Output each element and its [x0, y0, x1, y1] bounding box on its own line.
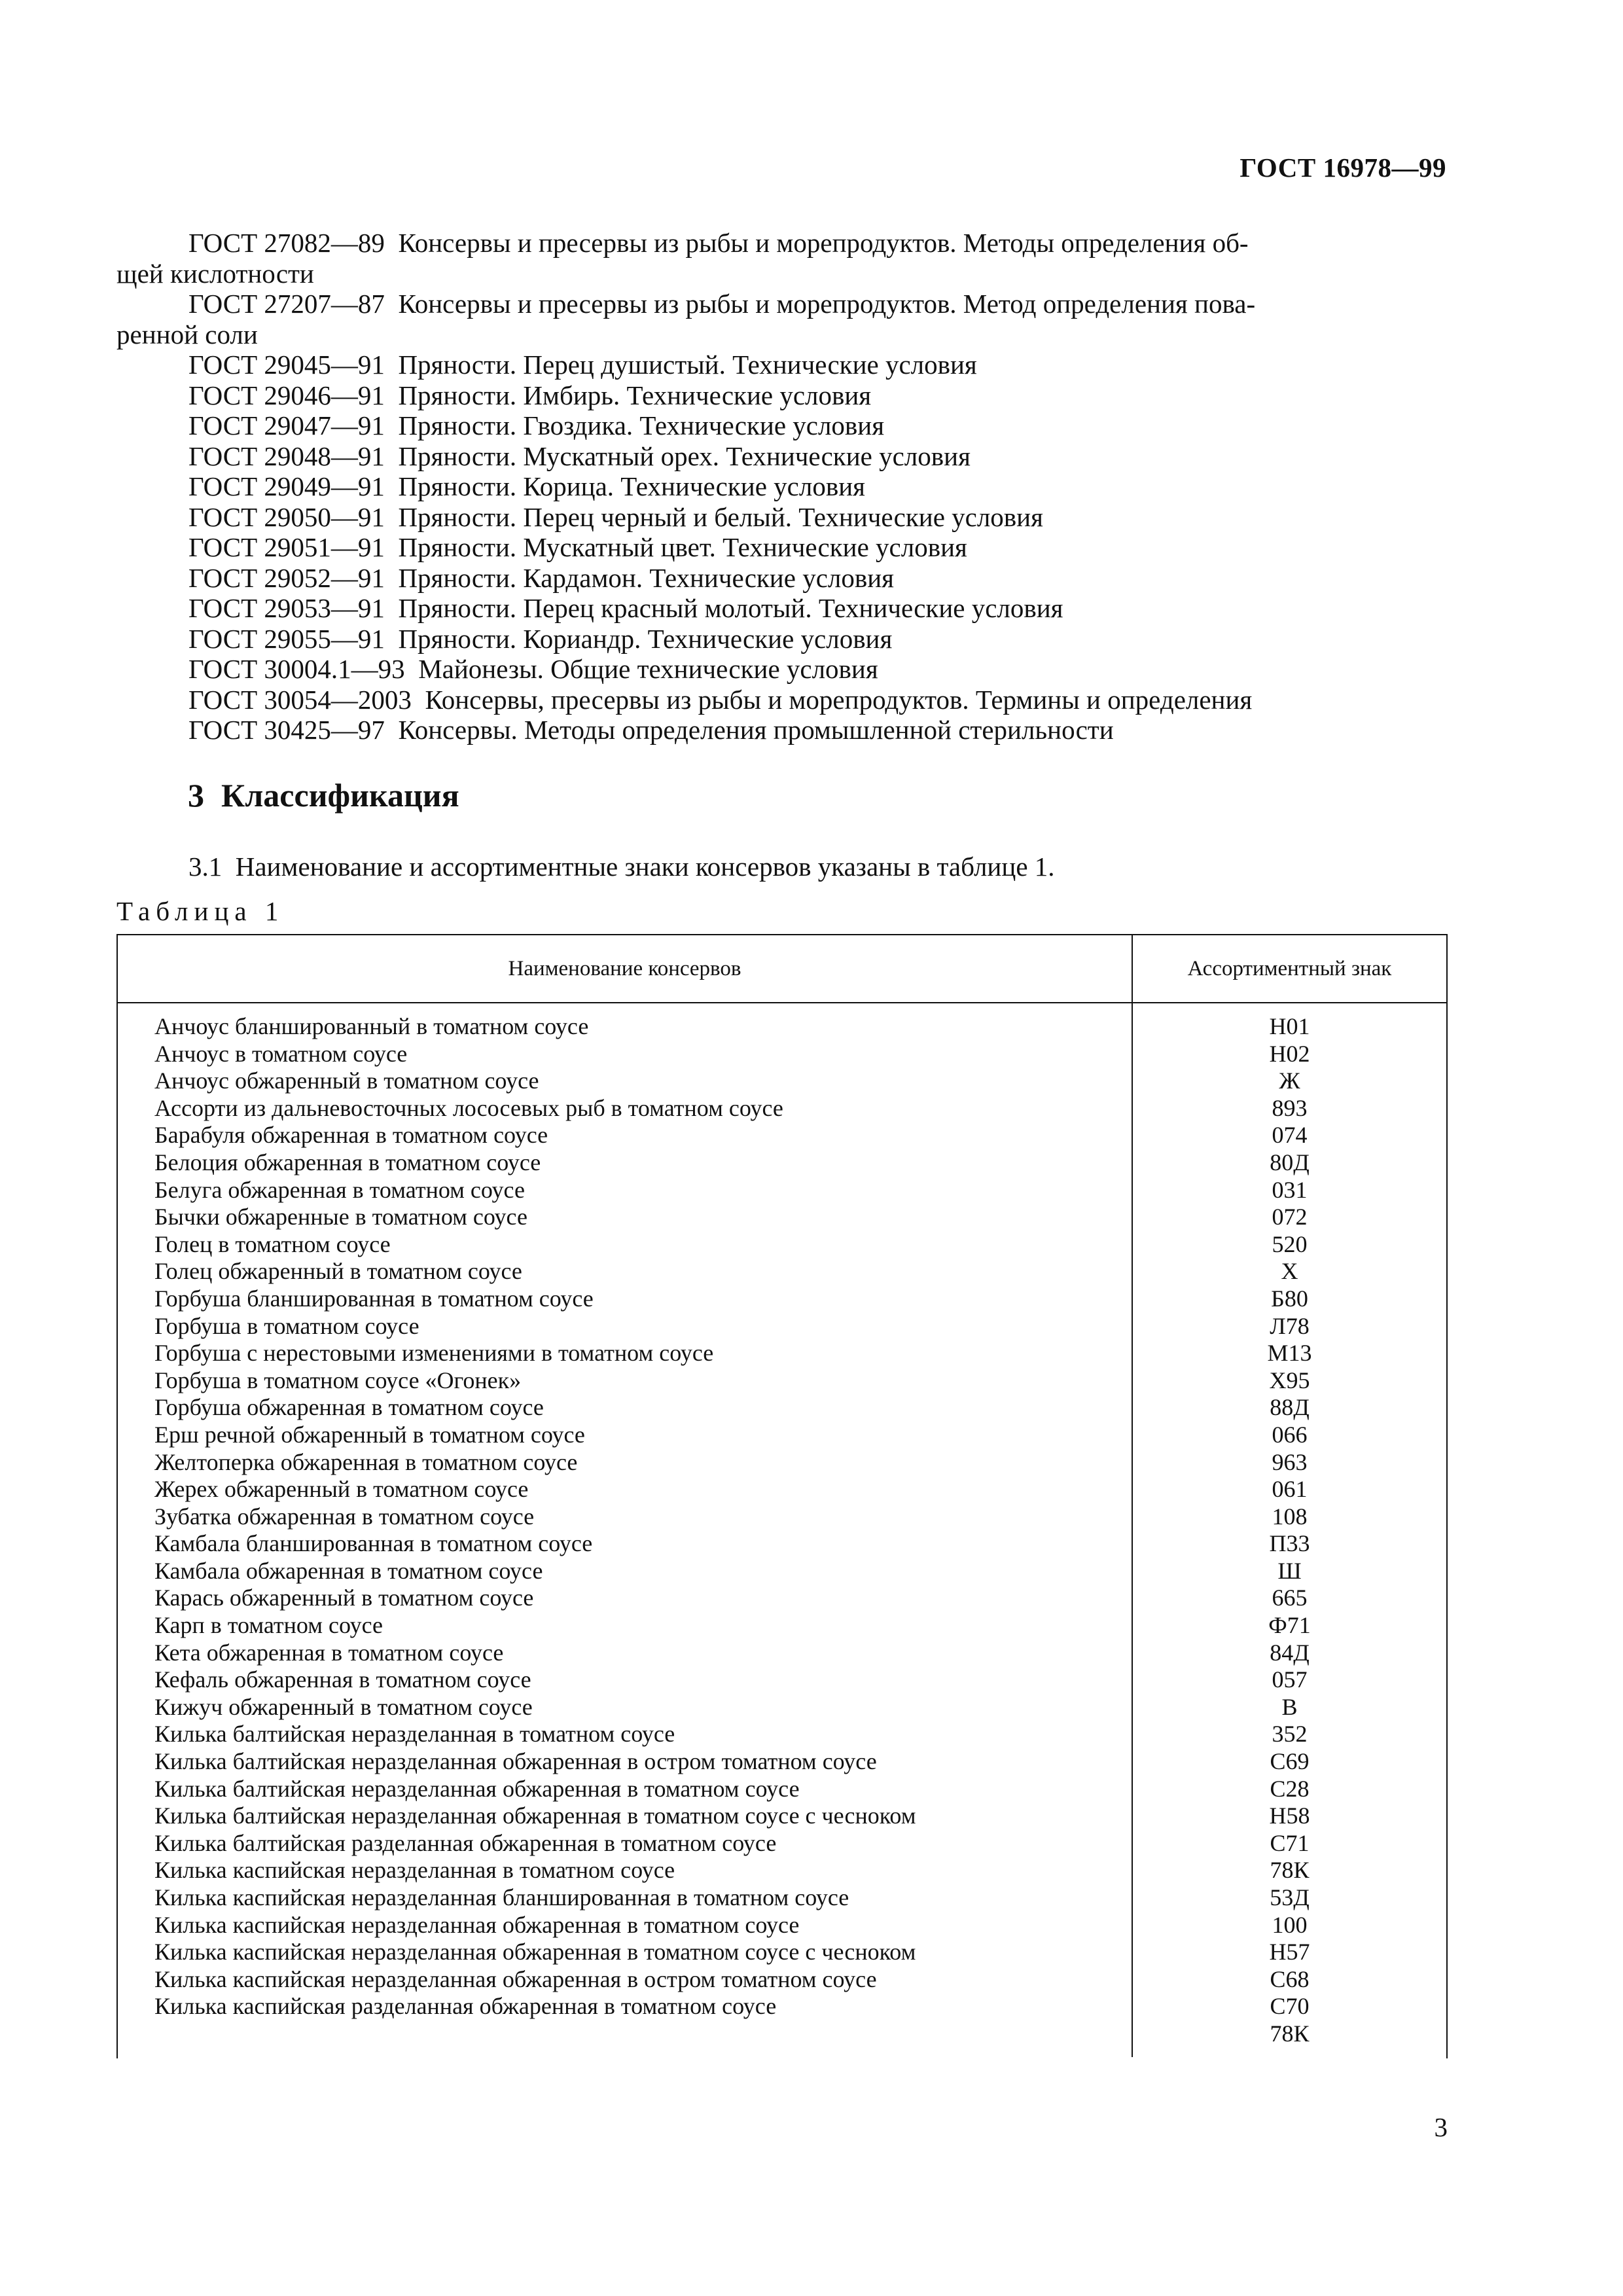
- reference-standard: ГОСТ 29053—91: [188, 593, 385, 623]
- table-header-row: [118, 935, 1446, 1003]
- row-product-name: Кижуч обжаренный в томатном соусе: [154, 1693, 533, 1720]
- reference-item: [116, 715, 1448, 745]
- reference-standard: ГОСТ 30425—97: [188, 715, 385, 745]
- table-caption: Таблица 1: [116, 896, 285, 926]
- reference-title: Пряности. Гвоздика. Технические условия: [398, 410, 885, 440]
- row-assortment-code: 78К: [1270, 2020, 1310, 2047]
- row-assortment-code: Н02: [1269, 1040, 1310, 1067]
- row-product-name: Камбала бланшированная в томатном соусе: [154, 1530, 593, 1557]
- row-product-name: Килька каспийская неразделанная обжаренная в томатном соусе с чесноком: [154, 1939, 916, 1965]
- reference-standard: ГОСТ 29048—91: [188, 440, 385, 471]
- reference-item: [116, 471, 1448, 502]
- row-assortment-code: Ш: [1277, 1557, 1302, 1584]
- row-product-name: Горбуша с нерестовыми изменениями в томатном соусе: [154, 1340, 714, 1367]
- reference-item: [116, 410, 1448, 441]
- row-product-name: Ерш речной обжаренный в томатном соусе: [154, 1421, 585, 1448]
- reference-standard: ГОСТ 29052—91: [188, 562, 385, 593]
- row-assortment-code: 84Д: [1270, 1639, 1310, 1666]
- row-product-name: Белоция обжаренная в томатном соусе: [154, 1149, 541, 1175]
- row-product-name: Килька балтийская неразделанная в томатном соусе: [154, 1721, 675, 1748]
- reference-title: Пряности. Перец черный и белый. Технические условия: [398, 501, 1043, 532]
- row-product-name: Анчоус обжаренный в томатном соусе: [154, 1067, 539, 1094]
- row-product-name: Голец в томатном соусе: [154, 1230, 391, 1257]
- row-assortment-code: Ж: [1279, 1067, 1300, 1094]
- assortment-table: [116, 934, 1448, 2058]
- reference-item: [116, 441, 1448, 472]
- reference-standard: ГОСТ 29047—91: [188, 410, 385, 440]
- row-assortment-code: Х95: [1269, 1367, 1310, 1393]
- reference-title: Пряности. Кардамон. Технические условия: [398, 562, 895, 593]
- row-product-name: Анчоус в томатном соусе: [154, 1040, 408, 1067]
- reference-standard: ГОСТ 27207—87: [188, 289, 385, 319]
- paragraph-3-1: [188, 851, 1055, 882]
- reference-standard: ГОСТ 30054—2003: [188, 684, 412, 715]
- row-product-name: Килька каспийская неразделанная обжаренная в томатном соусе: [154, 1911, 800, 1938]
- reference-title: Пряности. Кориандр. Технические условия: [398, 623, 893, 654]
- row-assortment-code: Н57: [1269, 1939, 1310, 1965]
- reference-item: [116, 532, 1448, 563]
- row-assortment-code: Ф71: [1268, 1612, 1311, 1639]
- reference-item: [116, 654, 1448, 685]
- row-product-name: Килька балтийская неразделанная обжаренная в томатном соусе с чесноком: [154, 1803, 916, 1829]
- reference-title: Консервы, пресервы из рыбы и морепродуктов. Термины и определения: [425, 684, 1253, 715]
- row-assortment-code: С70: [1270, 1993, 1310, 2020]
- row-assortment-code: 963: [1272, 1448, 1308, 1475]
- reference-title: Пряности. Мускатный орех. Технические условия: [398, 440, 971, 471]
- reference-item: [116, 289, 1448, 319]
- reference-standard: ГОСТ 29055—91: [188, 623, 385, 654]
- row-assortment-code: 88Д: [1270, 1394, 1310, 1421]
- row-assortment-code: Н01: [1269, 1013, 1310, 1039]
- header-assortment-code: Ассортиментный знак: [1187, 956, 1392, 980]
- section-number: 3: [188, 777, 204, 814]
- reference-standard: ГОСТ 29049—91: [188, 471, 385, 501]
- row-product-name: Килька каспийская неразделанная обжаренная в остром томатном соусе: [154, 1965, 877, 1992]
- reference-item: [116, 593, 1448, 624]
- row-assortment-code: Х: [1281, 1258, 1298, 1285]
- row-product-name: Горбуша в томатном соусе: [154, 1312, 419, 1339]
- row-assortment-code: 78К: [1270, 1857, 1310, 1884]
- row-product-name: Килька балтийская разделанная обжаренная в томатном соусе: [154, 1829, 777, 1856]
- row-assortment-code: 53Д: [1270, 1884, 1310, 1910]
- row-assortment-code: 520: [1272, 1230, 1308, 1257]
- reference-title: Пряности. Перец красный молотый. Технические условия: [398, 593, 1063, 623]
- page-number: 3: [1434, 2112, 1448, 2142]
- paragraph-number: 3.1: [188, 852, 223, 882]
- row-product-name: Килька каспийская разделанная обжаренная в томатном соусе: [154, 1993, 777, 2020]
- reference-item: [116, 380, 1448, 411]
- document-code: ГОСТ 16978—99: [1240, 152, 1446, 183]
- row-product-name: Желтоперка обжаренная в томатном соусе: [154, 1448, 578, 1475]
- row-product-name: Килька каспийская неразделанная бланшированная в томатном соусе: [154, 1884, 849, 1910]
- row-product-name: Кефаль обжаренная в томатном соусе: [154, 1666, 531, 1693]
- row-assortment-code: Л78: [1270, 1312, 1310, 1339]
- row-product-name: Карась обжаренный в томатном соусе: [154, 1585, 534, 1611]
- row-product-name: Горбуша обжаренная в томатном соусе: [154, 1394, 544, 1421]
- row-product-name: Кета обжаренная в томатном соусе: [154, 1639, 504, 1666]
- row-assortment-code: 074: [1272, 1122, 1308, 1149]
- row-assortment-code: 893: [1272, 1094, 1308, 1121]
- reference-title: Пряности. Мускатный цвет. Технические условия: [398, 532, 967, 562]
- row-assortment-code: С28: [1270, 1775, 1310, 1802]
- row-assortment-code: 100: [1272, 1911, 1308, 1938]
- header-product-name: Наименование консервов: [118, 935, 1133, 1002]
- row-assortment-code: Б80: [1271, 1285, 1308, 1312]
- reference-title: Консервы и пресервы из рыбы и морепродуктов. Методы определения об-: [398, 228, 1249, 258]
- row-product-name: Горбуша в томатном соусе «Огонек»: [154, 1367, 522, 1393]
- assortment-code-column: [1133, 1003, 1446, 2057]
- row-product-name: Горбуша бланшированная в томатном соусе: [154, 1285, 594, 1312]
- reference-item: [116, 350, 1448, 380]
- reference-item: [116, 563, 1448, 594]
- row-assortment-code: 352: [1272, 1721, 1308, 1748]
- row-product-name: Голец обжаренный в томатном соусе: [154, 1258, 522, 1285]
- row-assortment-code: Н58: [1269, 1803, 1310, 1829]
- reference-title: Консервы и пресервы из рыбы и морепродуктов. Метод определения пова-: [398, 289, 1256, 319]
- reference-standard: ГОСТ 29046—91: [188, 380, 385, 410]
- row-assortment-code: М13: [1267, 1340, 1312, 1367]
- row-assortment-code: 066: [1272, 1421, 1308, 1448]
- row-assortment-code: С71: [1270, 1829, 1310, 1856]
- row-product-name: Ассорти из дальневосточных лососевых рыб в томатном соусе: [154, 1094, 783, 1121]
- reference-item: [116, 228, 1448, 259]
- row-product-name: Анчоус бланшированный в томатном соусе: [154, 1013, 589, 1039]
- row-product-name: Карп в томатном соусе: [154, 1612, 383, 1639]
- row-product-name: Жерех обжаренный в томатном соусе: [154, 1476, 529, 1503]
- table-body: [118, 1003, 1446, 2057]
- reference-item: [116, 624, 1448, 655]
- row-assortment-code: П33: [1269, 1530, 1310, 1557]
- reference-standard: ГОСТ 29045—91: [188, 350, 385, 380]
- reference-title: Консервы. Методы определения промышленной стерильности: [398, 715, 1114, 745]
- reference-item: [116, 502, 1448, 533]
- reference-standard: ГОСТ 27082—89: [188, 228, 385, 258]
- product-name-column: [118, 1003, 1133, 2057]
- row-assortment-code: 80Д: [1270, 1149, 1310, 1175]
- row-product-name: Килька каспийская неразделанная в томатном соусе: [154, 1857, 675, 1884]
- row-assortment-code: 108: [1272, 1503, 1308, 1530]
- normative-references-list: [116, 228, 1448, 745]
- section-heading: [188, 776, 459, 814]
- row-product-name: Белуга обжаренная в томатном соусе: [154, 1176, 525, 1203]
- row-product-name: Килька балтийская неразделанная обжаренная в остром томатном соусе: [154, 1748, 877, 1775]
- reference-title: Майонезы. Общие технические условия: [418, 654, 878, 684]
- paragraph-text: Наименование и ассортиментные знаки консервов указаны в таблице 1.: [235, 852, 1055, 882]
- reference-title: Пряности. Корица. Технические условия: [398, 471, 865, 501]
- row-product-name: Зубатка обжаренная в томатном соусе: [154, 1503, 535, 1530]
- row-assortment-code: 072: [1272, 1204, 1308, 1230]
- row-assortment-code: 031: [1272, 1176, 1308, 1203]
- reference-title: Пряности. Имбирь. Технические условия: [398, 380, 872, 410]
- row-assortment-code: С69: [1270, 1748, 1310, 1775]
- reference-item: [116, 685, 1448, 715]
- reference-standard: ГОСТ 30004.1—93: [188, 654, 405, 684]
- row-assortment-code: 665: [1272, 1585, 1308, 1611]
- row-assortment-code: 057: [1272, 1666, 1308, 1693]
- row-assortment-code: С68: [1270, 1965, 1310, 1992]
- reference-title: Пряности. Перец душистый. Технические условия: [398, 350, 977, 380]
- row-assortment-code: В: [1281, 1693, 1298, 1720]
- section-title: Классификация: [221, 777, 459, 814]
- row-product-name: Камбала обжаренная в томатном соусе: [154, 1557, 543, 1584]
- row-assortment-code: 061: [1272, 1476, 1308, 1503]
- row-product-name: [154, 2020, 1132, 2048]
- reference-title-continuation: щей кислотности: [116, 258, 314, 289]
- row-product-name: Бычки обжаренные в томатном соусе: [154, 1204, 527, 1230]
- reference-title-continuation: ренной соли: [116, 319, 258, 350]
- reference-standard: ГОСТ 29050—91: [188, 501, 385, 532]
- row-product-name: Килька балтийская неразделанная обжаренная в томатном соусе: [154, 1775, 800, 1802]
- reference-standard: ГОСТ 29051—91: [188, 532, 385, 562]
- row-product-name: Барабуля обжаренная в томатном соусе: [154, 1122, 548, 1149]
